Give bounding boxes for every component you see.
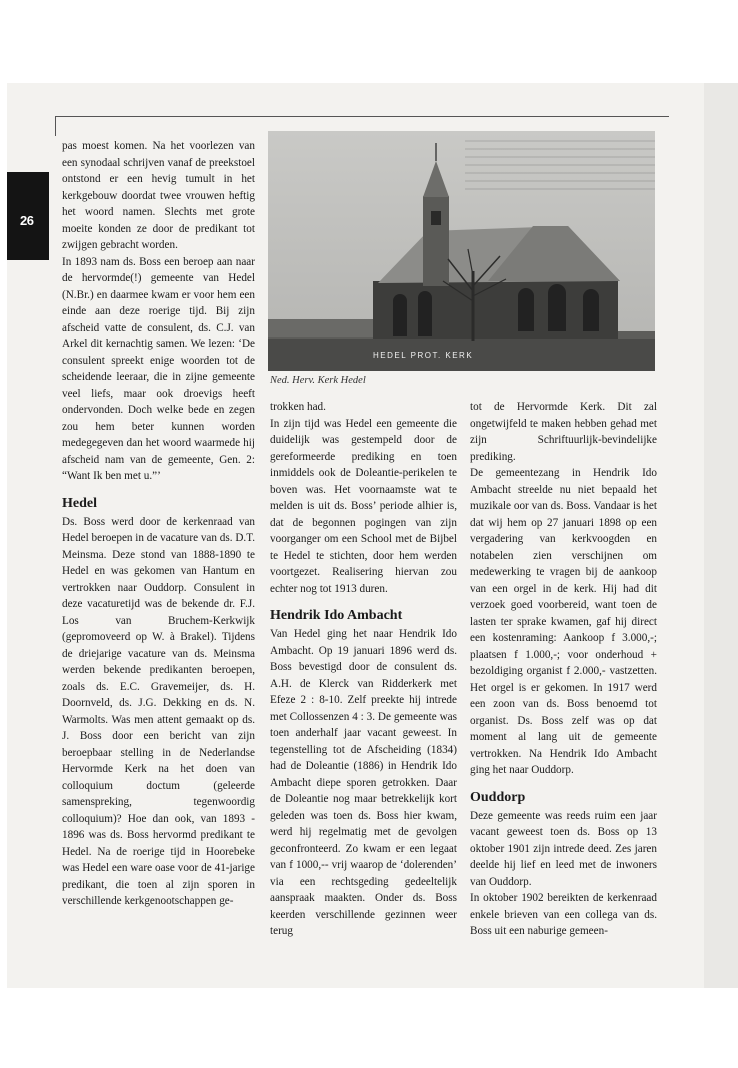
left-rule: [55, 116, 56, 136]
show-through-text: [465, 140, 655, 190]
paragraph: Deze gemeente was reeds ruim een jaar vacant geweest toen ds. Boss op 13 oktober 1901 zijn intrede deed. Zes jaren deelde hij lief en leed met de inwoners van Ouddorp.: [470, 809, 657, 888]
text-column-2: [270, 399, 457, 940]
top-rule: [56, 116, 669, 117]
text-column-1: [62, 138, 255, 910]
paragraph: De gemeentezang in Hendrik Ido Ambacht streelde nu niet bepaald het muzikale oor van ds. Boss. Vandaar is het dat wij hem op 27 januari 1898 op een vergadering van kerkvoogden en notabelen zien verschijnen om medewerking te vragen bij de aankoop van een orgel in de kerk. Hij had dit verzoek goed voorbereid, want toen de lasten ter sprake kwamen, gaf hij direct een kostenraming: Aankoop f 3.000,-; plaatsen f 1.000,-; voor onderhoud + bezoldiging organist f 2.000,- vastzetten. Het orgel is er gekomen. In 1917 werd een zoon van ds. Boss benoemd tot organist. Ds. Boss zelf was op dat moment al lang uit de gemeente vertrokken. Na Hendrik Ido Ambacht ging het naar Ouddorp.: [470, 467, 657, 776]
section-heading-ouddorp: Ouddorp: [470, 789, 526, 805]
paragraph: In zijn tijd was Hedel een gemeente die duidelijk was gestempeld door de gereformeerde prediking en toen inmiddels ook de Doleantie-perikelen te boven was. Het voornaamste wat te melden is uit ds. Boss’ periode alhier is, dat de begonnen pogingen van zijn voorganger om een School met de Bijbel te Hedel te stichten, door hem werden voortgezet. Realisering hiervan zou echter nog tot 1913 duren.: [270, 417, 457, 595]
next-page-edge: [704, 83, 738, 988]
section-heading-hedel: Hedel: [62, 495, 97, 511]
paragraph: In 1893 nam ds. Boss een beroep aan naar de hervormde(!) gemeente van Hedel (N.Br.) en daarmee kwam er voor hem een einde aan deze roerige tijd. Bij zijn afscheid vatte de consulent, ds. C.J. van Arkel dit kernachtig samen. We lezen: ‘De consulent spreekt enige woorden tot de scheidende leeraar, die in zijne gemeente veel liefs, maar ook droevigs heeft ondervonden. Doch welke bede en zegen zou hem beter kunnen worden medegegeven dan het woord waarmede hij afscheid nam van de gemeente, Gen. 2: “Want Ik ben met u.”’: [62, 255, 255, 482]
page-number: 26: [20, 213, 34, 228]
paragraph: pas moest komen. Na het voorlezen van een synodaal schrijven vanaf de preekstoel ontstond er een hevig tumult in het kerkgebouw doordat twee vrouwen heftig het woord namen. Slechts met grote moeite konden ze door de predikant tot zwijgen gebracht worden.: [62, 140, 255, 251]
paragraph: Ds. Boss werd door de kerkenraad van Hedel beroepen in de vacature van ds. D.T. Meinsma. Deze stond van 1888-1890 te Hedel en was gekomen van Hantum en vertrokken naar Ouddorp. Consulent in deze vacaturetijd was de bekende dr. F.J. Los van Bruchem-Kerkwijk (gepromoveerd op W. à Brakel). Tijdens de driejarige vacature van ds. Meinsma werden bekende predikanten beroepen, zoals ds. E.C. Gravemeijer, ds. H. Doornveld, ds. J.G. Dekking en ds. N. Warmolts. Was men attent gemaakt op ds. J. Boss door een bericht van zijn beroepbaar stelling in de Nederlandse Hervormde Kerk na het doen van colloquium doctum (geleerde samenspreking, tegenwoordig colloquium)? Hoe dan ook, van 1893 - 1896 was ds. Boss hervormd predikant te Hedel. Na de roerige tijd in Hoorebeke was Hedel een ware oase voor de 41-jarige predikant, die toen al zijn sporen in verschillende kerkgenootschappen ge-: [62, 515, 256, 907]
paragraph: tot de Hervormde Kerk. Dit zal ongetwijfeld te maken hebben gehad met zijn Schriftuurlijk-bevindelijke prediking.: [470, 401, 657, 463]
text-column-3: [470, 399, 657, 940]
section-heading-hendrik-ido-ambacht: Hendrik Ido Ambacht: [270, 608, 403, 623]
photo-sign-text: HEDEL PROT. KERK: [373, 351, 474, 360]
paragraph: In oktober 1902 bereikten de kerkenraad enkele brieven van een collega van ds. Boss uit een naburige gemeen-: [470, 892, 657, 937]
paragraph: trokken had.: [270, 401, 326, 413]
paragraph: Van Hedel ging het naar Hendrik Ido Ambacht. Op 19 januari 1896 werd ds. Boss bevestigd door de consulent ds. A.H. de Klerck van Ridderkerk met Efeze 2 : 8-10. Zelf preekte hij intrede met Collossenzen 4 : 3. De gemeente was toen anderhalf jaar vacant geweest. In tegenstelling tot de Afscheiding (1834) had de Doleantie (1886) in Hendrik Ido Ambacht diepe sporen getrokken. Daar de Doleantie nog maar betrekkelijk kort geleden was toen ds. Boss hier kwam, werd hij regelmatig met de gevolgen geconfronteerd. Zo kwam er een legaat van f 1000,-- vrij waarop de ‘dolerenden’ via een rechtsgeding gedeeltelijk aanspraak maakten. Onder ds. Boss keerden verschillende gezinnen weer terug: [270, 628, 457, 937]
photo-caption: Ned. Herv. Kerk Hedel: [270, 375, 366, 386]
